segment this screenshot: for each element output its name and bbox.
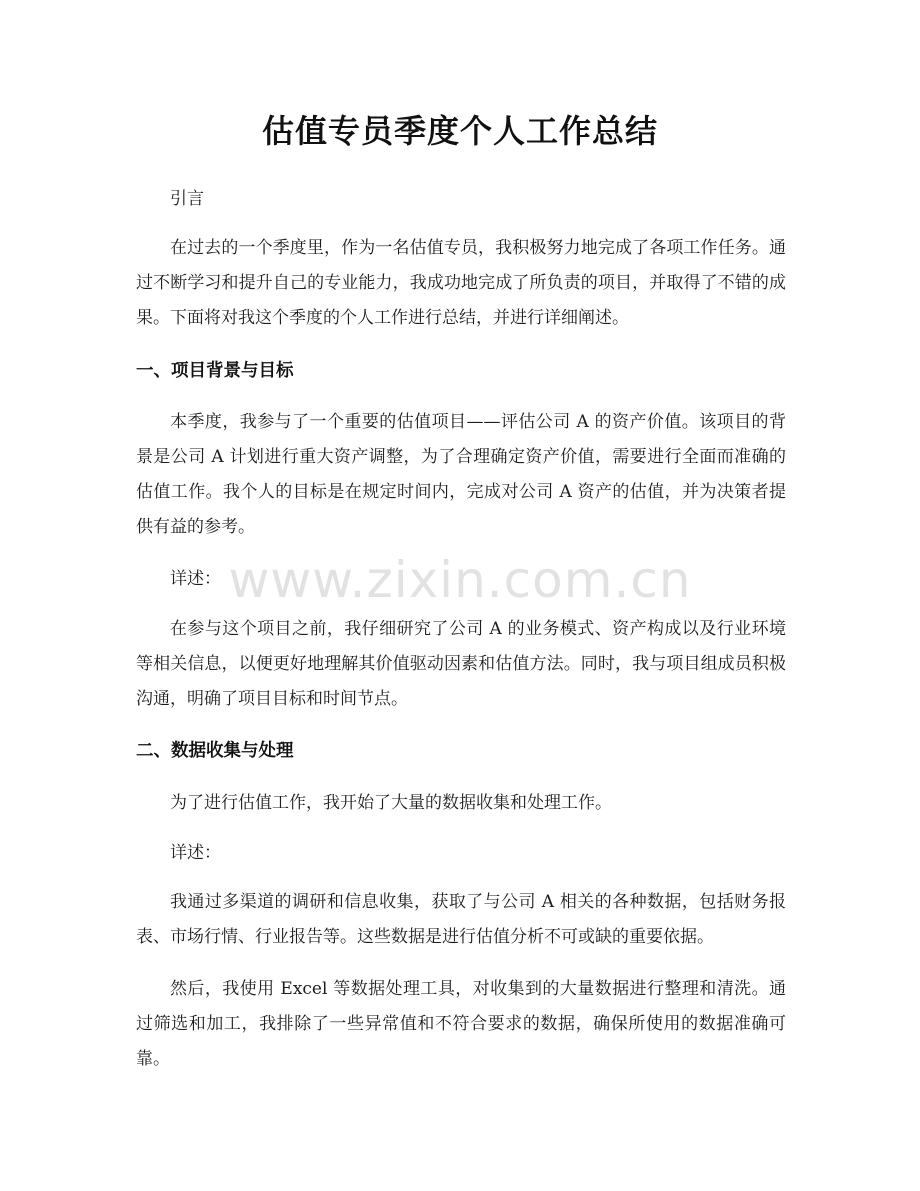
section-2-heading: 二、数据收集与处理 bbox=[136, 741, 294, 761]
section-1-heading: 一、项目背景与目标 bbox=[136, 361, 294, 381]
watermark: www.zixin.com.cn bbox=[228, 551, 692, 609]
section-1-detail-paragraph: 在参与这个项目之前，我仔细研究了公司 A 的业务模式、资产构成以及行业环境等相关信息，以便更好地理解其价值驱动因素和估值方法。同时，我与项目组成员积极沟通，明确了项目目标和时间节点。 bbox=[136, 619, 786, 709]
intro-label: 引言 bbox=[170, 189, 204, 209]
intro-paragraph: 在过去的一个季度里，作为一名估值专员，我积极努力地完成了各项工作任务。通过不断学习和提升自己的专业能力，我成功地完成了所负责的项目，并取得了不错的成果。下面将对我这个季度的个人工作进行总结，并进行详细阐述。 bbox=[136, 238, 786, 328]
section-2-detail-paragraph-1: 我通过多渠道的调研和信息收集，获取了与公司 A 相关的各种数据，包括财务报表、市场行情、行业报告等。这些数据是进行估值分析不可或缺的重要依据。 bbox=[136, 892, 786, 947]
section-2-detail-label: 详述： bbox=[170, 843, 221, 863]
section-2-detail-paragraph-2: 然后，我使用 Excel 等数据处理工具，对收集到的大量数据进行整理和清洗。通过筛选和加工，我排除了一些异常值和不符合要求的数据，确保所使用的数据准确可靠。 bbox=[136, 979, 786, 1069]
section-2-paragraph: 为了进行估值工作，我开始了大量的数据收集和处理工作。 bbox=[170, 793, 612, 813]
document-title: 估值专员季度个人工作总结 bbox=[261, 112, 658, 150]
section-1-paragraph: 本季度，我参与了一个重要的估值项目——评估公司 A 的资产价值。该项目的背景是公司 A 计划进行重大资产调整，为了合理确定资产价值，需要进行全面而准确的估值工作。我个人的目标是在规定时间内，完成对公司 A 资产的估值，并为决策者提供有益的参考。 bbox=[136, 412, 786, 537]
section-1-detail-label: 详述： bbox=[170, 569, 221, 589]
